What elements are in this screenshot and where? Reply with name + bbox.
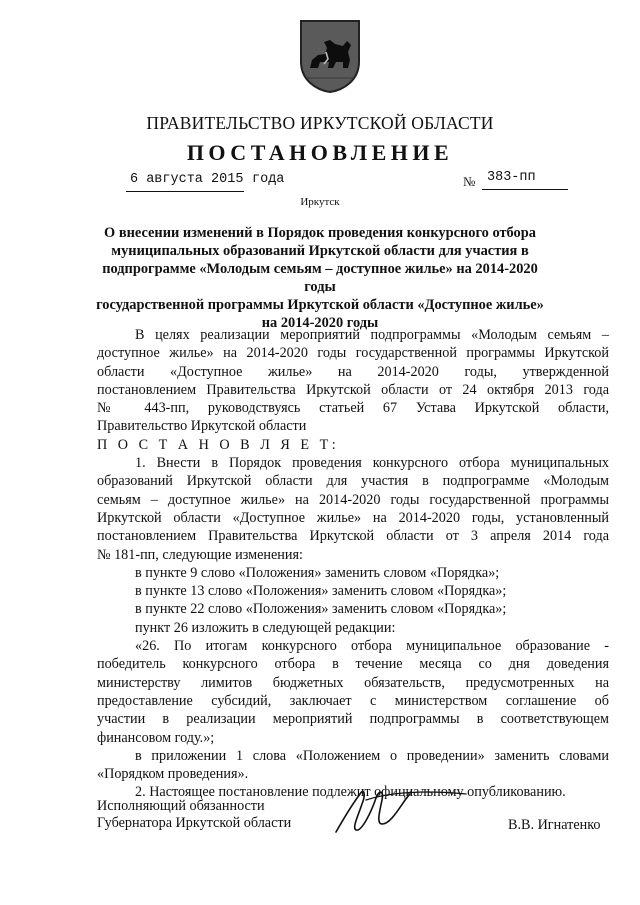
quote-line: предоставление субсидий, заключает с министерством соглашение об <box>97 692 609 709</box>
change-item: в пункте 9 слово «Положения» заменить словом «Порядка»; <box>135 564 500 581</box>
signer-position-line: Исполняющий обязанности <box>97 798 265 814</box>
title-line: на 2014-2020 годы <box>261 315 379 331</box>
quote-line: победитель конкурсного отбора в течение месяца со дня доведения <box>97 656 609 673</box>
quote-line: министерству лимитов бюджетных обязательств, предусмотренных на <box>97 674 609 691</box>
change-item: в пункте 22 слово «Положения» заменить словом «Порядка»; <box>135 601 507 618</box>
date-suffix: года <box>252 172 285 187</box>
document-type: ПОСТАНОВЛЕНИЕ <box>186 140 454 165</box>
quote-line: участии в реализации мероприятий подпрограммы в соответствующем <box>97 711 609 728</box>
body-line: постановлением Правительства Иркутской области от 24 октября 2013 года <box>97 381 609 398</box>
quote-line: «26. По итогам конкурсного отбора муниципальное образование - <box>135 638 609 655</box>
title-line: О внесении изменений в Порядок проведения конкурсного отбора <box>104 225 536 241</box>
body-line: № 181-пп, следующие изменения: <box>97 546 303 563</box>
number-underline <box>482 189 568 190</box>
decree-title <box>92 224 548 332</box>
city: Иркутск <box>300 196 340 208</box>
title-line: государственной программы Иркутской области «Доступное жилье» <box>96 297 544 313</box>
handwritten-signature-icon <box>330 780 470 840</box>
body-line: «Порядком проведения». <box>97 766 249 783</box>
change-item: пункт 26 изложить в следующей редакции: <box>135 619 396 636</box>
body-line: области «Доступное жилье» на 2014-2020 годы, утвержденной <box>97 363 609 380</box>
body-line: Иркутской области «Доступное жилье» на 2014-2020 годы, установленный <box>97 509 609 526</box>
quote-line: финансовом году.»; <box>97 729 215 746</box>
body-line: доступное жилье» на 2014-2020 годы государственной программы Иркутской <box>97 345 609 362</box>
change-item: в пункте 13 слово «Положения» заменить словом «Порядка»; <box>135 583 507 600</box>
body-line: семьям – доступное жилье» на 2014-2020 годы государственной программы <box>97 491 609 508</box>
coat-of-arms-icon <box>298 18 362 94</box>
title-line: подпрограмме «Молодым семьям – доступное жилье» на 2014-2020 годы <box>102 261 538 295</box>
government-name: ПРАВИТЕЛЬСТВО ИРКУТСКОЙ ОБЛАСТИ <box>146 113 494 133</box>
body-line: 2. Настоящее постановление подлежит официальному опубликованию. <box>135 784 566 801</box>
decree-date: 6 августа 2015 <box>130 172 244 187</box>
date-number-row <box>0 172 640 196</box>
decree-body <box>97 326 609 802</box>
date-underline <box>126 191 244 192</box>
body-line: Правительство Иркутской области <box>97 418 307 435</box>
body-line: в приложении 1 слова «Положением о проведении» заменить словами <box>135 747 609 764</box>
title-line: муниципальных образований Иркутской области для участия в <box>111 243 529 259</box>
body-line: В целях реализации мероприятий подпрограммы «Молодым семьям – <box>135 327 609 343</box>
body-line: 1. Внести в Порядок проведения конкурсного отбора муниципальных <box>135 455 609 472</box>
decree-word: П О С Т А Н О В Л Я Е Т: <box>97 436 340 453</box>
body-line: постановлением Правительства Иркутской области от 3 апреля 2014 года <box>97 528 609 545</box>
decree-number: 383-пп <box>487 170 536 185</box>
signer-position-line: Губернатора Иркутской области <box>97 814 292 831</box>
body-line: образований Иркутской области для участия в подпрограмме «Молодым <box>97 473 609 490</box>
signer-position <box>97 798 291 831</box>
signer-name: В.В. Игнатенко <box>508 817 601 833</box>
number-sign: № <box>463 174 476 189</box>
body-line: № 443-пп, руководствуясь статьей 67 Устава Иркутской области, <box>97 400 609 417</box>
